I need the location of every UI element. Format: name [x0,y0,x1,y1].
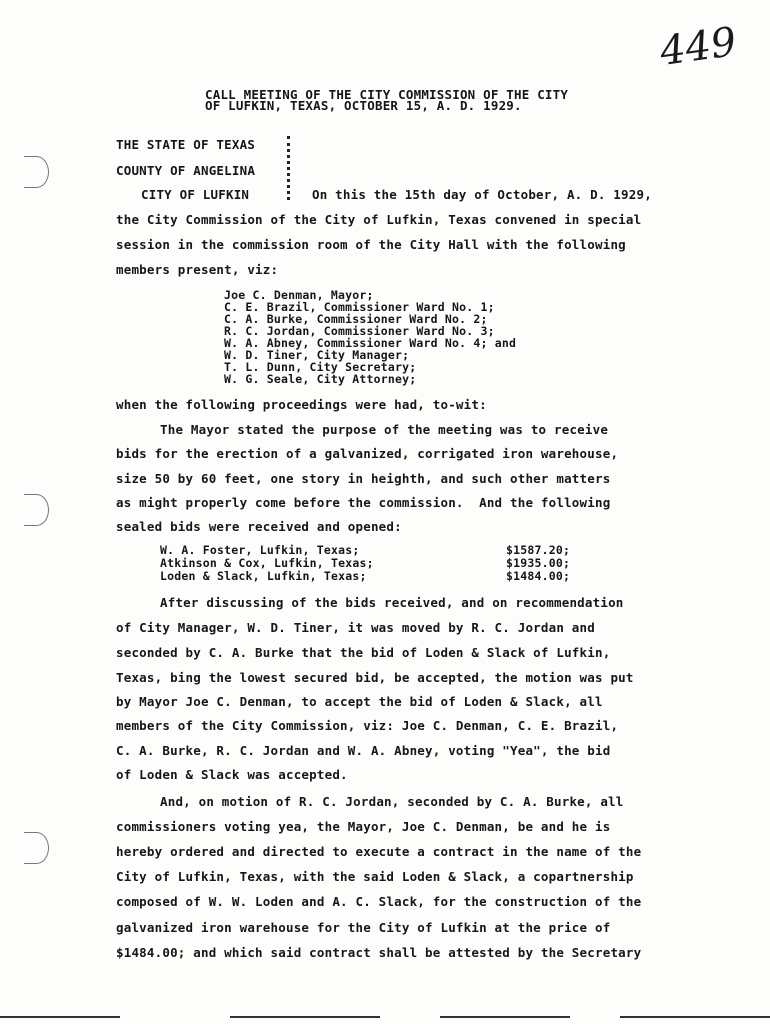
member-line: T. L. Dunn, City Secretary; [224,360,417,374]
member-line: C. A. Burke, Commissioner Ward No. 2; [224,312,488,326]
contract-line: $1484.00; and which said contract shall be attested by the Secretary [116,945,642,960]
member-line: Joe C. Denman, Mayor; [224,288,374,302]
member-line: R. C. Jordan, Commissioner Ward No. 3; [224,324,495,338]
bid-amount: $1935.00; [506,556,571,570]
motion-line: members of the City Commission, viz: Joe C. Denman, C. E. Brazil, [116,718,619,733]
motion-line: After discussing of the bids received, and on recommendation [160,595,624,610]
venue-state: THE STATE OF TEXAS [116,137,256,152]
motion-line: of Loden & Slack was accepted. [116,767,348,782]
member-line: C. E. Brazil, Commissioner Ward No. 1; [224,300,495,314]
punch-hole [24,156,49,188]
title-line-2: OF LUFKIN, TEXAS, OCTOBER 15, A. D. 1929. [205,98,522,113]
page-number: 449 [657,18,740,76]
bid-bidder: Loden & Slack, Lufkin, Texas; [160,569,367,583]
punch-hole [24,494,49,526]
purpose-line: bids for the erection of a galvanized, corrigated iron warehouse, [116,446,619,461]
punch-hole [24,832,49,864]
bottom-rule [620,1016,770,1018]
bottom-rule [230,1016,380,1018]
body-line: session in the commission room of the City Hall with the following [116,237,626,252]
motion-line: by Mayor Joe C. Denman, to accept the bid of Loden & Slack, all [116,694,603,709]
bid-amount: $1484.00; [506,569,571,583]
bottom-rule [0,1016,120,1018]
member-line: W. A. Abney, Commissioner Ward No. 4; and [224,336,517,350]
venue-city: CITY OF LUFKIN [141,187,250,202]
body-line: the City Commission of the City of Lufkin, Texas convened in special [116,212,642,227]
contract-line: City of Lufkin, Texas, with the said Loden & Slack, a copartnership [116,869,634,884]
contract-line: composed of W. W. Loden and A. C. Slack, for the construction of the [116,894,642,909]
bid-bidder: Atkinson & Cox, Lufkin, Texas; [160,556,374,570]
motion-line: Texas, bing the lowest secured bid, be accepted, the motion was put [116,670,634,685]
member-line: W. D. Tiner, City Manager; [224,348,410,362]
contract-line: And, on motion of R. C. Jordan, seconded by C. A. Burke, all [160,794,624,809]
purpose-line: The Mayor stated the purpose of the meeting was to receive [160,422,609,437]
motion-line: C. A. Burke, R. C. Jordan and W. A. Abney, voting "Yea", the bid [116,743,611,758]
venue-bracket [287,136,290,200]
body-line: On this the 15th day of October, A. D. 1929, [312,187,652,202]
motion-line: of City Manager, W. D. Tiner, it was moved by R. C. Jordan and [116,620,595,635]
contract-line: hereby ordered and directed to execute a contract in the name of the [116,844,642,859]
purpose-line: size 50 by 60 feet, one story in heighth, and such other matters [116,471,611,486]
bid-amount: $1587.20; [506,543,571,557]
bid-bidder: W. A. Foster, Lufkin, Texas; [160,543,360,557]
motion-line: seconded by C. A. Burke that the bid of Loden & Slack of Lufkin, [116,645,611,660]
contract-line: galvanized iron warehouse for the City of Lufkin at the price of [116,920,611,935]
venue-county: COUNTY OF ANGELINA [116,163,256,178]
proceedings-intro: when the following proceedings were had, to-wit: [116,397,487,412]
bottom-rule [440,1016,570,1018]
contract-line: commissioners voting yea, the Mayor, Joe C. Denman, be and he is [116,819,611,834]
body-line: members present, viz: [116,262,279,277]
purpose-line: as might properly come before the commission. And the following [116,495,611,510]
purpose-line: sealed bids were received and opened: [116,519,402,534]
member-line: W. G. Seale, City Attorney; [224,372,417,386]
title-line-1: CALL MEETING OF THE CITY COMMISSION OF THE CITY [205,87,569,102]
